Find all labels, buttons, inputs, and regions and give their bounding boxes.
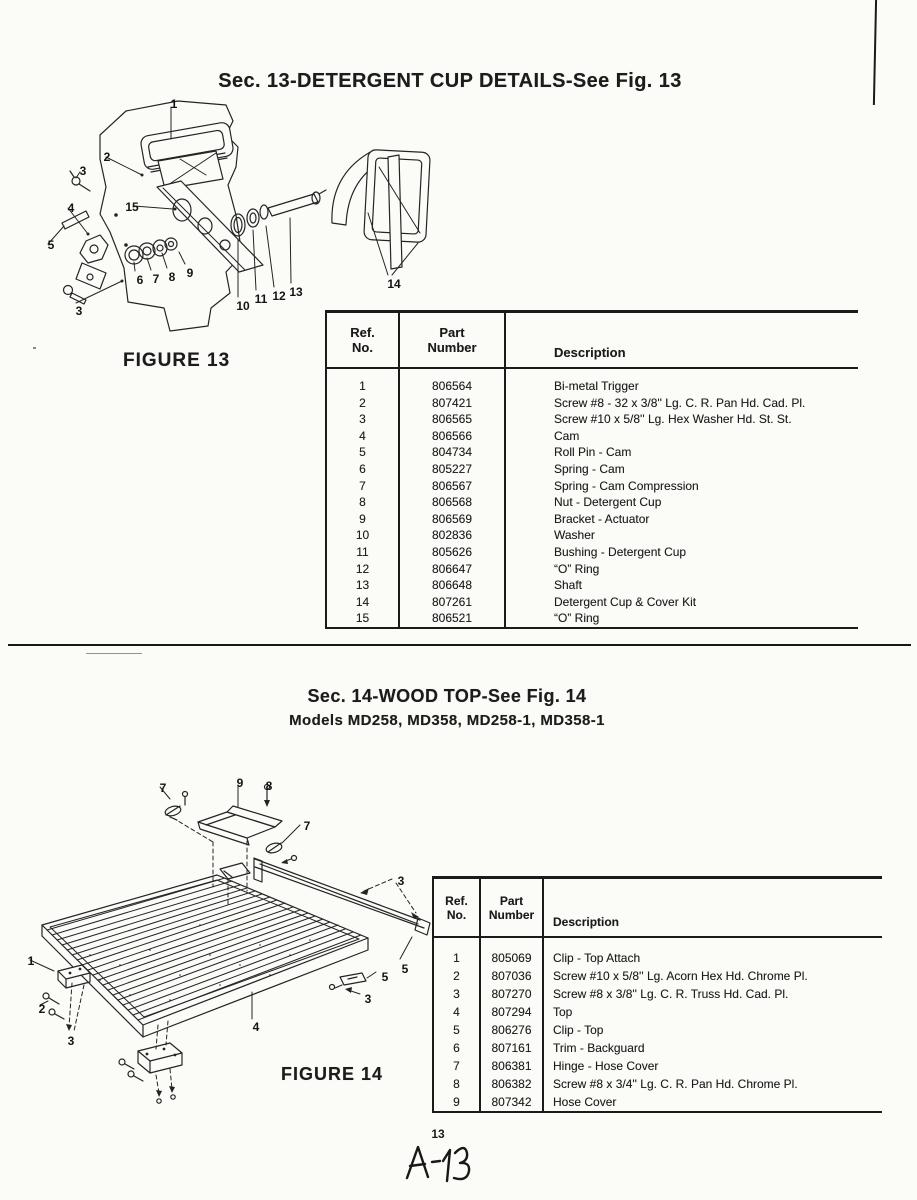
figure-14-callout: 7 — [159, 781, 167, 795]
part-description: Trim - Backguard — [553, 1041, 645, 1055]
ref-no: 4 — [326, 428, 399, 445]
ref-no: 7 — [433, 1057, 480, 1075]
ref-no: 2 — [433, 967, 480, 985]
figure-14-callout: 3 — [397, 874, 405, 888]
col-header-part: Part Number — [480, 878, 543, 938]
figure-13-callout: 6 — [136, 273, 144, 287]
part-number: 807294 — [480, 1003, 543, 1021]
part-number: 806565 — [399, 411, 505, 428]
section-13-title: Sec. 13-DETERGENT CUP DETAILS-See Fig. 13 — [218, 70, 682, 92]
figure-14-drawing — [10, 765, 445, 1105]
part-number: 807421 — [399, 395, 505, 412]
part-description: Hinge - Hose Cover — [553, 1059, 659, 1073]
part-row — [326, 610, 858, 628]
part-description: Screw #8 x 3/4'' Lg. C. R. Pan Hd. Chrome Pl. — [553, 1077, 798, 1091]
figure-14-callout: 9 — [236, 776, 244, 790]
ref-no: 7 — [326, 478, 399, 495]
ref-no: 1 — [433, 937, 480, 967]
part-number: 806521 — [399, 610, 505, 628]
ref-no: 12 — [326, 561, 399, 578]
part-row — [326, 561, 858, 578]
ref-no: 5 — [326, 444, 399, 461]
ref-no: 11 — [326, 544, 399, 561]
figure-13-callout: 4 — [67, 201, 75, 215]
ref-no: 9 — [326, 511, 399, 528]
scan-speck — [33, 347, 36, 349]
ref-no: 4 — [433, 1003, 480, 1021]
part-row — [433, 1003, 882, 1021]
part-description: Roll Pin - Cam — [554, 445, 632, 460]
part-row — [433, 1021, 882, 1039]
part-row — [433, 1039, 882, 1057]
part-number: 805626 — [399, 544, 505, 561]
figure-13-callout: 14 — [387, 277, 401, 291]
ref-no: 5 — [433, 1021, 480, 1039]
figure-13-callout: 2 — [103, 150, 111, 164]
figure-13-callout: 12 — [272, 289, 286, 303]
part-description: Spring - Cam Compression — [554, 478, 699, 493]
part-description: Bracket - Actuator — [554, 511, 650, 526]
part-row — [433, 985, 882, 1003]
part-number: 806569 — [399, 511, 505, 528]
ref-no: 6 — [326, 461, 399, 478]
part-description: Screw #8 x 3/8'' Lg. C. R. Truss Hd. Cad. Pl. — [553, 987, 789, 1001]
page-number: 13 — [431, 1127, 445, 1141]
part-row — [433, 1075, 882, 1093]
figure-13-callout: 3 — [75, 304, 83, 318]
part-row — [433, 967, 882, 985]
figure-14-callout: 4 — [252, 1020, 260, 1034]
part-number: 807036 — [480, 967, 543, 985]
figure-13-callout: 9 — [186, 266, 194, 280]
part-row — [326, 428, 858, 445]
part-number: 802836 — [399, 527, 505, 544]
part-description: Hose Cover — [553, 1095, 617, 1109]
part-description: Bi-metal Trigger — [554, 379, 639, 393]
part-description: Clip - Top Attach — [553, 951, 641, 965]
part-row — [433, 1057, 882, 1075]
figure-14-callout: 7 — [303, 819, 311, 833]
figure-13-callout: 5 — [47, 238, 55, 252]
figure-14-callout: 3 — [364, 992, 372, 1006]
part-description: Top — [553, 1005, 573, 1019]
figure-13-callout: 10 — [236, 299, 250, 313]
part-number: 805227 — [399, 461, 505, 478]
part-row — [326, 461, 858, 478]
part-number: 807270 — [480, 985, 543, 1003]
part-description: Clip - Top — [553, 1023, 604, 1037]
ref-no: 3 — [433, 985, 480, 1003]
ref-no: 2 — [326, 395, 399, 412]
part-number: 806647 — [399, 561, 505, 578]
part-description: Washer — [554, 528, 595, 543]
part-row — [326, 494, 858, 511]
part-row — [326, 368, 858, 395]
part-row — [326, 411, 858, 428]
part-number: 806566 — [399, 428, 505, 445]
part-row — [326, 395, 858, 412]
part-number: 804734 — [399, 444, 505, 461]
part-row — [326, 527, 858, 544]
figure-13-callout: 8 — [168, 270, 176, 284]
table-header — [433, 878, 882, 938]
sec13-parts-table — [325, 310, 858, 629]
figure-14-callout: 1 — [27, 954, 35, 968]
figure-14-callout: 5 — [381, 970, 389, 984]
figure-13-callout: 11 — [254, 292, 268, 306]
part-row — [433, 1093, 882, 1112]
figure-13-callout: 13 — [289, 285, 303, 299]
section-divider — [8, 644, 911, 646]
part-number: 806381 — [480, 1057, 543, 1075]
part-description: Screw #8 - 32 x 3/8'' Lg. C. R. Pan Hd. Cad. Pl. — [554, 395, 806, 410]
part-description: Shaft — [554, 578, 583, 593]
ref-no: 10 — [326, 527, 399, 544]
part-number: 806567 — [399, 478, 505, 495]
figure-14-callout: 8 — [265, 779, 273, 793]
part-description: Screw #10 x 5/8'' Lg. Acorn Hex Hd. Chrome Pl. — [553, 969, 808, 983]
figure-14-callout: 3 — [67, 1034, 75, 1048]
part-number: 806648 — [399, 577, 505, 594]
figure-13-callout: 15 — [125, 200, 139, 214]
part-description: Bushing - Detergent Cup — [554, 544, 687, 559]
ref-no: 8 — [326, 494, 399, 511]
divider-artifact — [86, 653, 142, 654]
part-row — [433, 937, 882, 967]
col-header-ref: Ref. No. — [326, 312, 399, 369]
sec14-parts-table — [432, 876, 882, 1113]
figure-13-callout: 7 — [152, 272, 160, 286]
part-row — [326, 577, 858, 594]
part-description: “O” Ring — [554, 611, 600, 626]
section-14-models: Models MD258, MD358, MD258-1, MD358-1 — [289, 712, 605, 729]
part-number: 806568 — [399, 494, 505, 511]
part-number: 807261 — [399, 594, 505, 611]
col-header-ref: Ref. No. — [433, 878, 480, 938]
part-description: Detergent Cup & Cover Kit — [554, 594, 697, 609]
part-description: “O” Ring — [554, 561, 600, 576]
ref-no: 1 — [326, 368, 399, 395]
ref-no: 13 — [326, 577, 399, 594]
figure-14-diagram — [10, 765, 445, 1105]
table-header — [326, 312, 858, 369]
part-number: 806564 — [399, 368, 505, 395]
part-row — [326, 544, 858, 561]
figure-13-callout: 1 — [170, 97, 178, 111]
ref-no: 8 — [433, 1075, 480, 1093]
section-14-title: Sec. 14-WOOD TOP-See Fig. 14 — [307, 686, 587, 706]
ref-no: 14 — [326, 594, 399, 611]
col-header-description: Description — [543, 878, 882, 938]
part-number: 807342 — [480, 1093, 543, 1112]
figure-13-callout: 3 — [79, 164, 87, 178]
part-number: 807161 — [480, 1039, 543, 1057]
part-row — [326, 478, 858, 495]
ref-no: 3 — [326, 411, 399, 428]
part-row — [326, 444, 858, 461]
part-number: 806382 — [480, 1075, 543, 1093]
handwritten-mark — [399, 1140, 479, 1190]
part-row — [326, 594, 858, 611]
part-description: Cam — [554, 428, 580, 443]
part-description: Spring - Cam — [554, 461, 625, 476]
figure-13-label: FIGURE 13 — [123, 350, 231, 371]
part-number: 806276 — [480, 1021, 543, 1039]
part-description: Nut - Detergent Cup — [554, 495, 662, 510]
ref-no: 9 — [433, 1093, 480, 1112]
ref-no: 15 — [326, 610, 399, 628]
ref-no: 6 — [433, 1039, 480, 1057]
part-row — [326, 511, 858, 528]
col-header-part: Part Number — [399, 312, 505, 369]
col-header-description: Description — [505, 312, 858, 369]
figure-14-label: FIGURE 14 — [281, 1064, 384, 1084]
part-number: 805069 — [480, 937, 543, 967]
part-description: Screw #10 x 5/8'' Lg. Hex Washer Hd. St. St. — [554, 412, 792, 427]
figure-14-callout: 2 — [38, 1002, 46, 1016]
figure-14-callout: 5 — [401, 962, 409, 976]
